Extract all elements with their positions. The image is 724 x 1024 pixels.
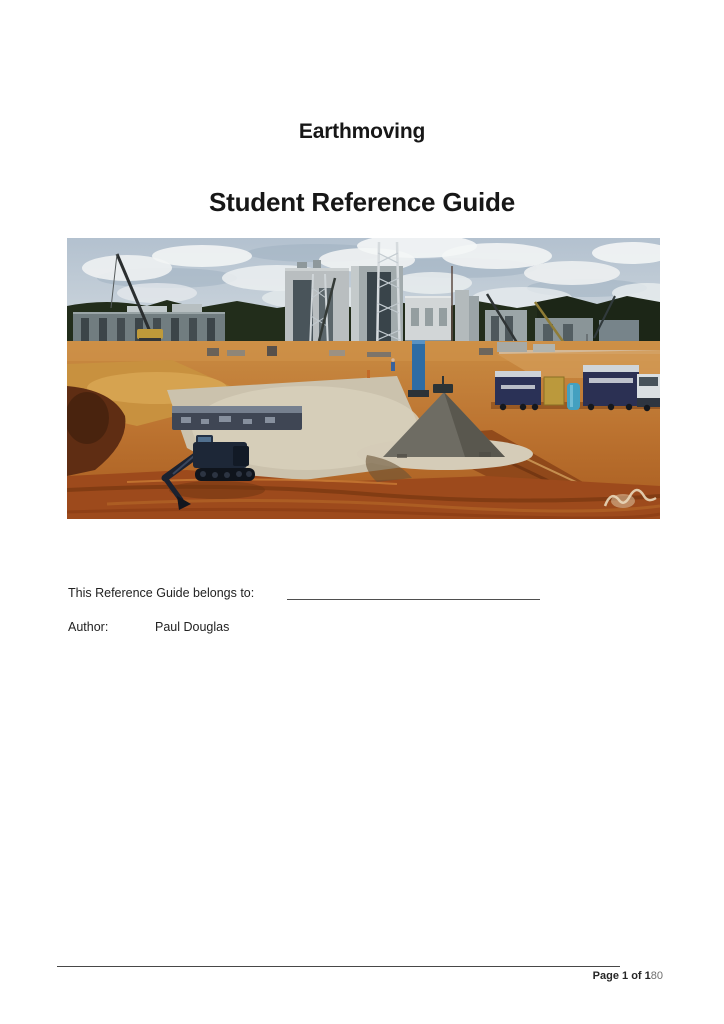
construction-photo-art [67, 238, 660, 519]
author-name: Paul Douglas [155, 620, 230, 634]
belongs-to-row [68, 586, 254, 600]
page-number-suffix: 80 [650, 970, 663, 982]
author-row [68, 620, 229, 634]
footer-divider [57, 966, 620, 967]
page-number-field: Page 1 of 1 [592, 970, 651, 982]
photo-ground [67, 341, 660, 519]
page-number [593, 970, 663, 982]
belongs-to-label: This Reference Guide belongs to: [68, 586, 255, 600]
author-label: Author: [68, 620, 109, 634]
construction-site-photo [67, 238, 660, 519]
document-subtitle: Student Reference Guide [208, 187, 516, 217]
signature-blank-line [287, 599, 540, 600]
document-title: Earthmoving [298, 120, 426, 143]
